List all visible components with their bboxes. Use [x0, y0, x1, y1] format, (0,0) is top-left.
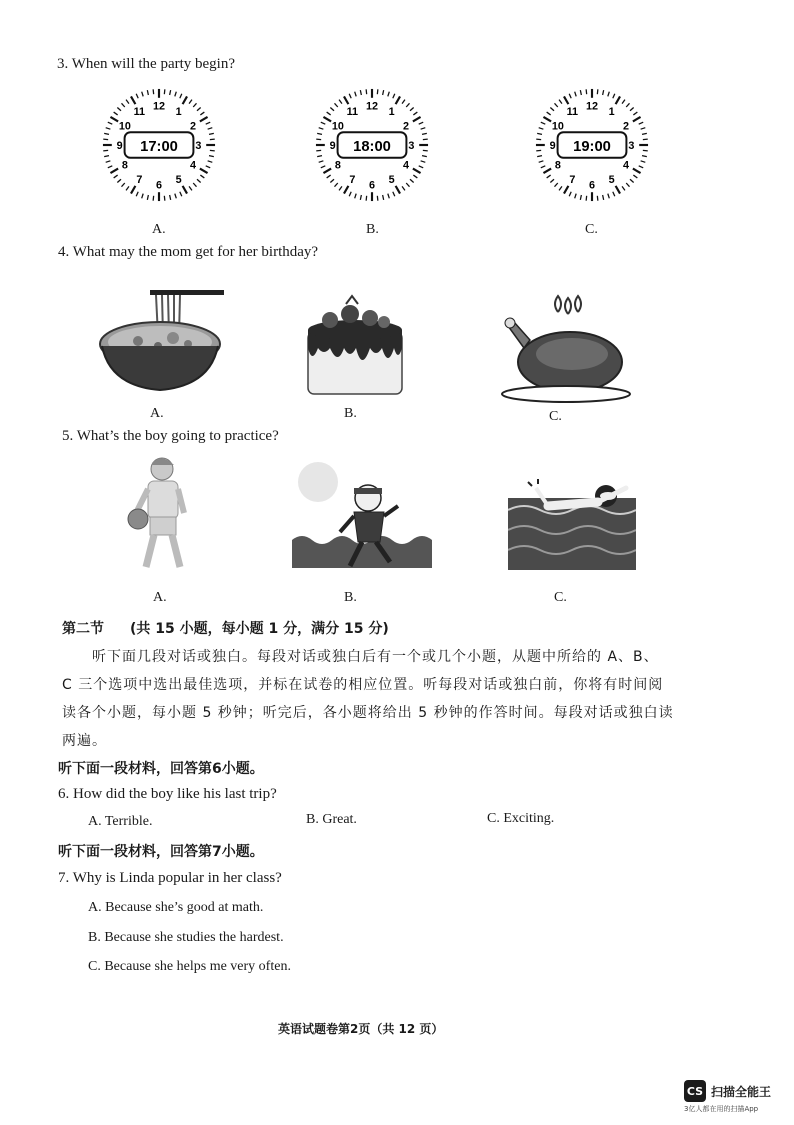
clock-tick	[334, 103, 337, 107]
clock-number: 10	[331, 120, 344, 133]
clock-tick	[104, 156, 109, 157]
clock-tick	[321, 166, 325, 168]
question-3: 3. When will the party begin?	[57, 56, 236, 72]
clock-tick	[633, 112, 637, 115]
question-4: 4. What may the mom get for her birthday?	[58, 244, 319, 260]
clock-tick	[423, 150, 428, 151]
q7-intro: 听下面一段材料，回答第7小题。	[58, 844, 264, 860]
clock-tick	[536, 139, 541, 140]
clock-tick	[114, 112, 118, 115]
clock-tick	[388, 194, 390, 199]
scanner-watermark	[684, 1080, 771, 1102]
clock-tick	[321, 122, 325, 124]
option-label-a[interactable]: A.	[152, 222, 166, 237]
clock-tick	[355, 194, 357, 199]
instruction-line: 听下面几段对话或独白。每段对话或独白后有一个或几个小题，从题中所给的 A、B、	[92, 649, 659, 665]
clock-18	[313, 86, 431, 204]
clock-tick	[421, 161, 426, 163]
clock-tick	[559, 100, 562, 104]
clock-number: 2	[403, 120, 410, 133]
clock-tick	[330, 107, 334, 110]
clock-tick	[334, 183, 337, 187]
q6-intro: 听下面一段材料，回答第6小题。	[58, 761, 264, 777]
option-label-b[interactable]: B.	[344, 590, 357, 605]
clock-tick	[550, 107, 554, 110]
question-7: 7. Why is Linda popular in her class?	[58, 870, 282, 886]
clock-tick	[643, 139, 648, 140]
clock-tick	[330, 179, 334, 182]
clock-tick	[209, 133, 214, 134]
clock-number: 3	[408, 139, 415, 152]
clock-tick	[539, 161, 544, 163]
clock-17	[100, 86, 218, 204]
option-label-c[interactable]: C.	[554, 590, 567, 605]
clock-tick	[126, 186, 129, 190]
clock-tick	[136, 94, 138, 98]
clock-tick	[421, 128, 426, 130]
clock-number: 7	[136, 173, 143, 186]
clock-tick	[423, 139, 428, 140]
clock-number: 6	[155, 179, 163, 192]
clock-tick	[366, 89, 367, 94]
clock-tick	[413, 175, 417, 178]
clock-tick	[197, 179, 201, 182]
instruction-line: 读各个小题，每小题 5 秒钟；听完后，各小题将给出 5 秒钟的作答时间。每段对话或独白读	[62, 705, 674, 721]
section-heading-note: (共 15 小题，每小题 1 分，满分 15 分)	[130, 621, 389, 637]
clock-tick	[543, 117, 551, 121]
clock-tick	[402, 186, 405, 190]
clock-tick	[189, 100, 192, 104]
clock-tick	[422, 133, 427, 134]
clock-tick	[622, 186, 625, 190]
clock-tick	[597, 196, 598, 201]
clock-tick	[106, 128, 111, 130]
watermark-tagline: 3亿人都在用的扫描App	[684, 1105, 759, 1113]
clock-time: 17:00	[140, 138, 178, 155]
clock-tick	[114, 175, 118, 178]
clock-tick	[626, 183, 629, 187]
clock-time: 19:00	[573, 138, 611, 155]
clock-number: 5	[175, 173, 182, 186]
clock-tick	[586, 89, 587, 94]
clock-number: 6	[588, 179, 596, 192]
clock-tick	[586, 196, 587, 201]
clock-time: 18:00	[353, 138, 391, 155]
clock-tick	[316, 139, 321, 140]
boy-running-image	[292, 458, 432, 574]
option-label-a[interactable]: A.	[150, 406, 164, 421]
clock-tick	[327, 112, 331, 115]
clock-19	[533, 86, 651, 204]
clock-tick	[539, 128, 544, 130]
clock-tick	[170, 195, 171, 200]
clock-number: 12	[585, 100, 599, 113]
clock-tick	[541, 166, 545, 168]
clock-tick	[410, 179, 414, 182]
clock-tick	[575, 92, 577, 97]
clock-tick	[643, 150, 648, 151]
clock-tick	[349, 192, 351, 196]
boy-swimming-image	[508, 476, 636, 570]
clock-tick	[377, 89, 378, 94]
cs-logo-icon: CS	[684, 1080, 706, 1102]
clock-tick	[208, 161, 213, 163]
clock-tick	[393, 192, 395, 196]
clock-tick	[147, 90, 148, 95]
clock-tick	[121, 183, 124, 187]
instruction-line: C 三个选项中选出最佳选项，并标在试卷的相应位置。听每段对话或独白前，你将有时间阅	[62, 677, 664, 693]
clock-tick	[108, 166, 112, 168]
clock-tick	[209, 156, 214, 157]
clock-tick	[117, 107, 121, 110]
clock-number: 3	[195, 139, 202, 152]
clock-tick	[175, 92, 177, 97]
clock-tick	[633, 169, 641, 173]
clock-tick	[554, 183, 557, 187]
clock-tick	[131, 96, 135, 104]
clock-tick	[193, 183, 196, 187]
clock-tick	[630, 107, 634, 110]
clock-tick	[317, 156, 322, 157]
clock-tick	[543, 169, 551, 173]
option-label-b[interactable]: B.	[344, 406, 357, 421]
clock-tick	[413, 112, 417, 115]
clock-tick	[580, 90, 581, 95]
clock-tick	[323, 117, 331, 121]
question-5: 5. What’s the boy going to practice?	[62, 428, 279, 444]
clock-number: 10	[118, 120, 131, 133]
clock-tick	[536, 150, 541, 151]
clock-tick	[110, 169, 118, 173]
clock-tick	[642, 156, 647, 157]
instruction-line: 两遍。	[62, 733, 107, 749]
page-footer: 英语试题卷第2页（共 12 页）	[278, 1022, 444, 1036]
option-label-c[interactable]: C.	[585, 222, 598, 237]
clock-tick	[608, 92, 610, 97]
clock-tick	[616, 186, 620, 194]
q7-option-c[interactable]: C. Because she helps me very often.	[88, 959, 291, 974]
clock-number: 11	[566, 105, 579, 118]
clock-tick	[317, 133, 322, 134]
clock-tick	[142, 92, 144, 97]
clock-number: 6	[368, 179, 376, 192]
clock-tick	[406, 183, 409, 187]
clock-tick	[569, 94, 571, 98]
clock-number: 1	[608, 105, 615, 118]
clock-tick	[210, 150, 215, 151]
clock-tick	[541, 122, 545, 124]
option-label-c[interactable]: C.	[549, 409, 562, 424]
clock-tick	[316, 150, 321, 151]
clock-tick	[344, 186, 348, 194]
clock-tick	[319, 128, 324, 130]
q6-option-b[interactable]: B. Great.	[306, 812, 357, 827]
clock-tick	[641, 128, 646, 130]
clock-tick	[603, 195, 604, 200]
clock-tick	[575, 194, 577, 199]
clock-tick	[613, 192, 615, 196]
clock-tick	[200, 117, 208, 121]
clock-tick	[396, 96, 400, 104]
option-label-b[interactable]: B.	[366, 222, 379, 237]
clock-tick	[319, 161, 324, 163]
clock-tick	[422, 156, 427, 157]
clock-tick	[142, 194, 144, 199]
clock-tick	[410, 107, 414, 110]
clock-tick	[104, 133, 109, 134]
clock-tick	[339, 100, 342, 104]
clock-tick	[147, 195, 148, 200]
clock-tick	[633, 175, 637, 178]
clock-tick	[189, 186, 192, 190]
q6-option-a[interactable]: A. Terrible.	[88, 814, 153, 829]
clock-tick	[206, 166, 210, 168]
clock-number: 3	[628, 139, 635, 152]
clock-number: 9	[329, 139, 336, 152]
clock-tick	[106, 161, 111, 163]
watermark-brand: 扫描全能王	[711, 1084, 772, 1099]
clock-tick	[383, 90, 384, 95]
clock-tick	[180, 192, 182, 196]
clock-number: 5	[608, 173, 615, 186]
clock-number: 2	[623, 120, 630, 133]
clock-number: 4	[190, 159, 197, 172]
q7-option-b[interactable]: B. Because she studies the hardest.	[88, 930, 284, 945]
clock-tick	[413, 169, 421, 173]
clock-number: 12	[152, 100, 166, 113]
clock-tick	[175, 194, 177, 199]
clock-tick	[639, 122, 643, 124]
section-heading: 第二节	[62, 621, 104, 637]
clock-tick	[349, 94, 351, 98]
clock-tick	[164, 89, 165, 94]
clock-tick	[103, 139, 108, 140]
clock-tick	[210, 139, 215, 140]
clock-tick	[180, 94, 182, 98]
clock-number: 7	[349, 173, 356, 186]
clock-tick	[153, 196, 154, 201]
clock-tick	[117, 179, 121, 182]
clock-tick	[360, 90, 361, 95]
question-6: 6. How did the boy like his last trip?	[58, 786, 277, 802]
clock-tick	[388, 92, 390, 97]
clock-tick	[208, 128, 213, 130]
clock-number: 11	[346, 105, 359, 118]
clock-tick	[554, 103, 557, 107]
clock-tick	[564, 96, 568, 104]
clock-tick	[110, 117, 118, 121]
clock-tick	[626, 103, 629, 107]
clock-number: 8	[121, 159, 128, 172]
clock-tick	[633, 117, 641, 121]
chocolate-cake-image	[300, 292, 410, 400]
clock-number: 4	[403, 159, 410, 172]
clock-tick	[183, 96, 187, 104]
clock-tick	[153, 89, 154, 94]
boy-basketball-image	[122, 455, 202, 575]
clock-tick	[597, 89, 598, 94]
clock-tick	[121, 103, 124, 107]
roast-chicken-image	[500, 292, 632, 406]
clock-tick	[339, 186, 342, 190]
option-label-a[interactable]: A.	[153, 590, 167, 605]
clock-tick	[103, 150, 108, 151]
clock-tick	[642, 133, 647, 134]
clock-tick	[360, 195, 361, 200]
clock-tick	[537, 156, 542, 157]
clock-tick	[164, 196, 165, 201]
clock-tick	[126, 100, 129, 104]
clock-tick	[550, 179, 554, 182]
clock-number: 1	[175, 105, 182, 118]
clock-tick	[393, 94, 395, 98]
clock-tick	[377, 196, 378, 201]
clock-number: 9	[116, 139, 123, 152]
clock-tick	[366, 196, 367, 201]
clock-number: 1	[388, 105, 395, 118]
clock-tick	[639, 166, 643, 168]
clock-tick	[131, 186, 135, 194]
clock-number: 5	[388, 173, 395, 186]
clock-tick	[344, 96, 348, 104]
clock-tick	[406, 103, 409, 107]
clock-tick	[193, 103, 196, 107]
clock-number: 2	[190, 120, 197, 133]
clock-tick	[630, 179, 634, 182]
clock-tick	[170, 90, 171, 95]
noodles-bowl-image	[98, 286, 228, 396]
clock-tick	[396, 186, 400, 194]
clock-tick	[355, 92, 357, 97]
clock-tick	[108, 122, 112, 124]
clock-number: 10	[551, 120, 564, 133]
q6-option-c[interactable]: C. Exciting.	[487, 811, 555, 826]
clock-tick	[641, 161, 646, 163]
clock-tick	[547, 112, 551, 115]
clock-number: 7	[569, 173, 576, 186]
clock-tick	[547, 175, 551, 178]
clock-tick	[206, 122, 210, 124]
clock-tick	[413, 117, 421, 121]
q7-option-a[interactable]: A. Because she’s good at math.	[88, 900, 264, 915]
clock-tick	[327, 175, 331, 178]
clock-tick	[608, 194, 610, 199]
clock-tick	[197, 107, 201, 110]
clock-tick	[200, 112, 204, 115]
clock-number: 8	[554, 159, 561, 172]
clock-tick	[200, 175, 204, 178]
clock-tick	[419, 122, 423, 124]
clock-tick	[564, 186, 568, 194]
clock-tick	[559, 186, 562, 190]
clock-number: 11	[133, 105, 146, 118]
clock-tick	[537, 133, 542, 134]
clock-tick	[200, 169, 208, 173]
clock-tick	[580, 195, 581, 200]
clock-number: 9	[549, 139, 556, 152]
clock-tick	[383, 195, 384, 200]
clock-tick	[603, 90, 604, 95]
clock-number: 12	[365, 100, 379, 113]
clock-number: 4	[623, 159, 630, 172]
clock-tick	[136, 192, 138, 196]
clock-tick	[616, 96, 620, 104]
clock-tick	[613, 94, 615, 98]
clock-tick	[323, 169, 331, 173]
clock-tick	[569, 192, 571, 196]
clock-tick	[183, 186, 187, 194]
clock-tick	[419, 166, 423, 168]
clock-tick	[622, 100, 625, 104]
clock-tick	[402, 100, 405, 104]
clock-number: 8	[334, 159, 341, 172]
